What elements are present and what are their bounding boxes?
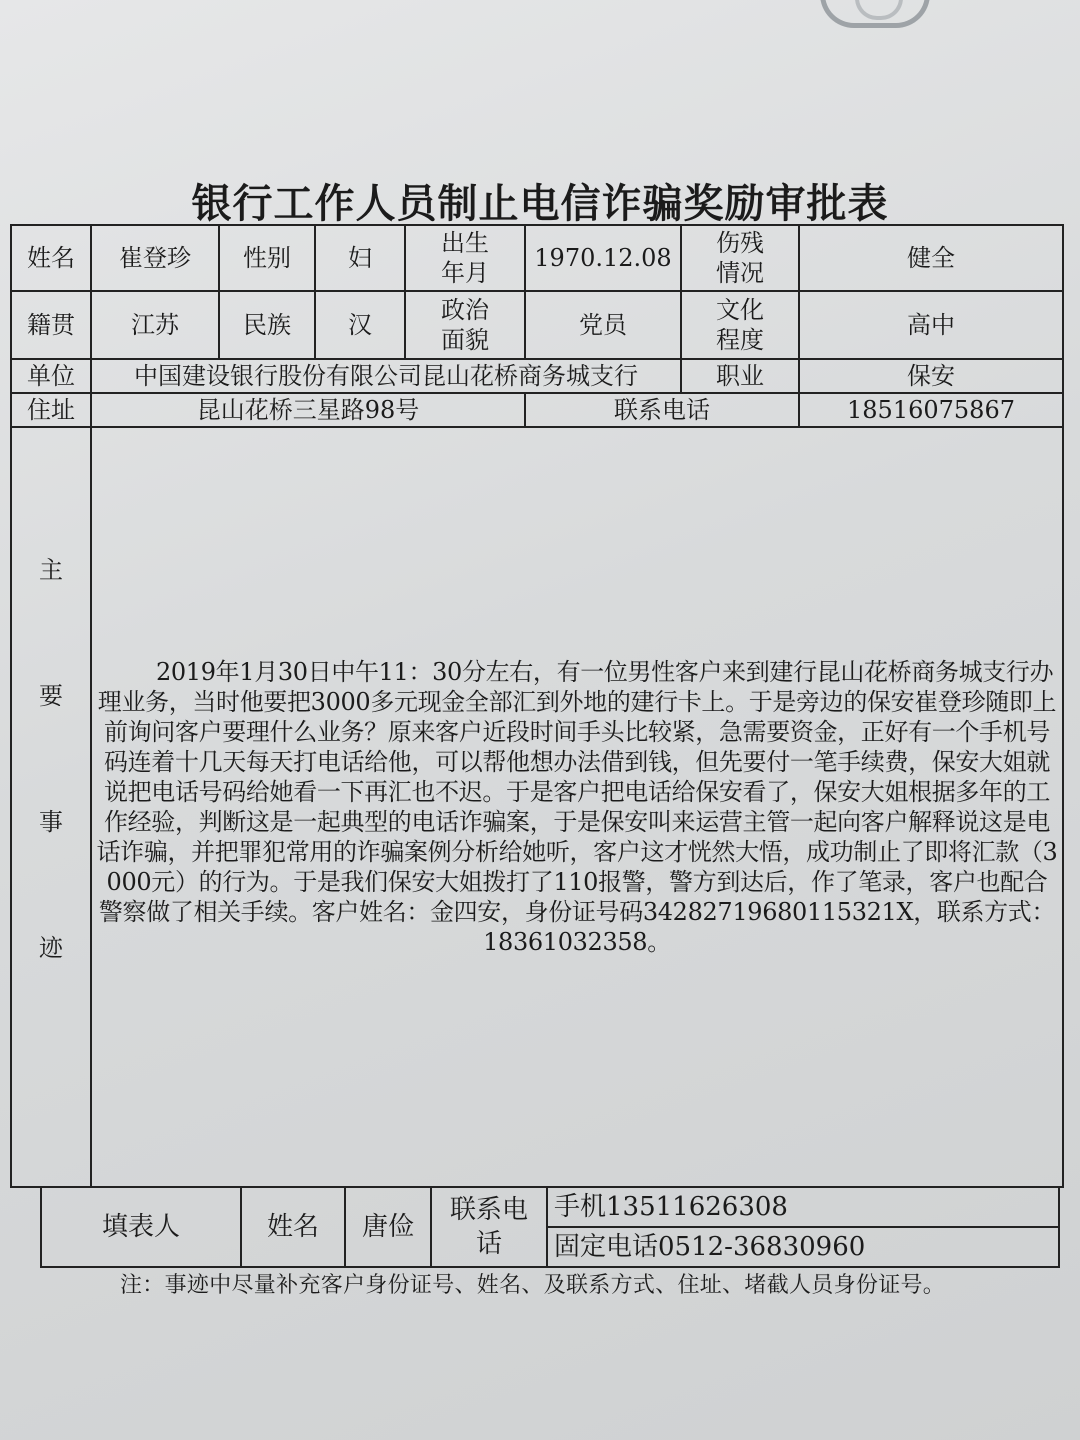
deeds-side-label [11, 427, 91, 1187]
filler-contact-label [431, 1187, 547, 1267]
deeds-content [91, 427, 1063, 1187]
phone-label: 联系电话 [525, 393, 799, 427]
birth-label-line2: 年月 [441, 259, 489, 287]
filler-label: 填表人 [41, 1187, 241, 1267]
row-personal-2 [11, 291, 1063, 359]
form-title: 银行工作人员制止电信诈骗奖励审批表 [191, 181, 889, 227]
job-label: 职业 [681, 359, 799, 393]
education-label-line2: 程度 [716, 326, 764, 354]
gender-label: 性别 [219, 225, 315, 291]
row-personal-1 [11, 225, 1063, 291]
filler-contact-label-line2: 话 [475, 1229, 502, 1259]
unit-value: 中国建设银行股份有限公司昆山花桥商务城支行 [91, 359, 681, 393]
deeds-char-2: 要 [39, 682, 63, 710]
approval-form-table [10, 224, 1064, 1188]
address-label: 住址 [11, 393, 91, 427]
filler-name-value: 唐俭 [345, 1187, 431, 1267]
deeds-char-1: 主 [39, 556, 63, 584]
political-label [405, 291, 525, 359]
unit-label: 单位 [11, 359, 91, 393]
disability-label-line1: 伤残 [716, 229, 764, 257]
gender-value: 妇 [315, 225, 405, 291]
ethnic-label: 民族 [219, 291, 315, 359]
political-label-line1: 政治 [441, 296, 489, 324]
name-label: 姓名 [11, 225, 91, 291]
ethnic-value: 汉 [315, 291, 405, 359]
filler-row-1 [41, 1187, 1059, 1227]
native-label: 籍贯 [11, 291, 91, 359]
name-value: 崔登珍 [91, 225, 219, 291]
phone-value: 18516075867 [799, 393, 1063, 427]
deeds-char-3: 事 [39, 808, 63, 836]
form-note: 注：事迹中尽量补充客户身份证号、姓名、及联系方式、住址、堵截人员身份证号。 [120, 1273, 946, 1298]
political-label-line2: 面貌 [441, 326, 489, 354]
political-value: 党员 [525, 291, 681, 359]
filler-name-label: 姓名 [241, 1187, 345, 1267]
job-value: 保安 [799, 359, 1063, 393]
filler-contact-label-line1: 联系电 [449, 1195, 528, 1225]
education-label-line1: 文化 [716, 296, 764, 324]
row-unit [11, 359, 1063, 393]
birth-label [405, 225, 525, 291]
filler-table [40, 1186, 1060, 1268]
row-address [11, 393, 1063, 427]
deeds-char-4: 迹 [39, 934, 63, 962]
disability-label-line2: 情况 [716, 259, 764, 287]
education-value: 高中 [799, 291, 1063, 359]
birth-value: 1970.12.08 [525, 225, 681, 291]
filler-mobile: 手机13511626308 [547, 1187, 1059, 1227]
filler-landline: 固定电话0512-36830960 [547, 1227, 1059, 1267]
address-value: 昆山花桥三星路98号 [91, 393, 525, 427]
row-deeds [11, 427, 1063, 1187]
deeds-text: 2019年1月30日中午11：30分左右，有一位男性客户来到建行昆山花桥商务城支行办理业务，当时他要把3000多元现金全部汇到外地的建行卡上。于是旁边的保安崔登珍随即上前询问客户要理什么业务？原来客户近段时间手头比较紧，急需要资金，正好有一个手机号码连着十几天每天打电话给他，可以帮他想办法借到钱，但先要付一笔手续费，保安大姐就说把电话号码给她看一下再汇也不迟。于是客户把电话给保安看了，保安大姐根据多年的工作经验，判断这是一起典型的电话诈骗案，于是保安叫来运营主管一起向客户解释说这是电话诈骗，并把罪犯常用的诈骗案例分析给她听，客户这才恍然大悟，成功制止了即将汇款（3000元）的行为。于是我们保安大姐拨打了110报警，警方到达后，作了笔录，客户也配合警察做了相关手续。客户姓名：金四安，身份证号码342827196801153​21X，联系方式：18361032358。 [96, 658, 1058, 956]
birth-label-line1: 出生 [441, 229, 489, 257]
native-value: 江苏 [91, 291, 219, 359]
education-label [681, 291, 799, 359]
paper-clip-icon [820, 0, 930, 28]
disability-value: 健全 [799, 225, 1063, 291]
disability-label [681, 225, 799, 291]
